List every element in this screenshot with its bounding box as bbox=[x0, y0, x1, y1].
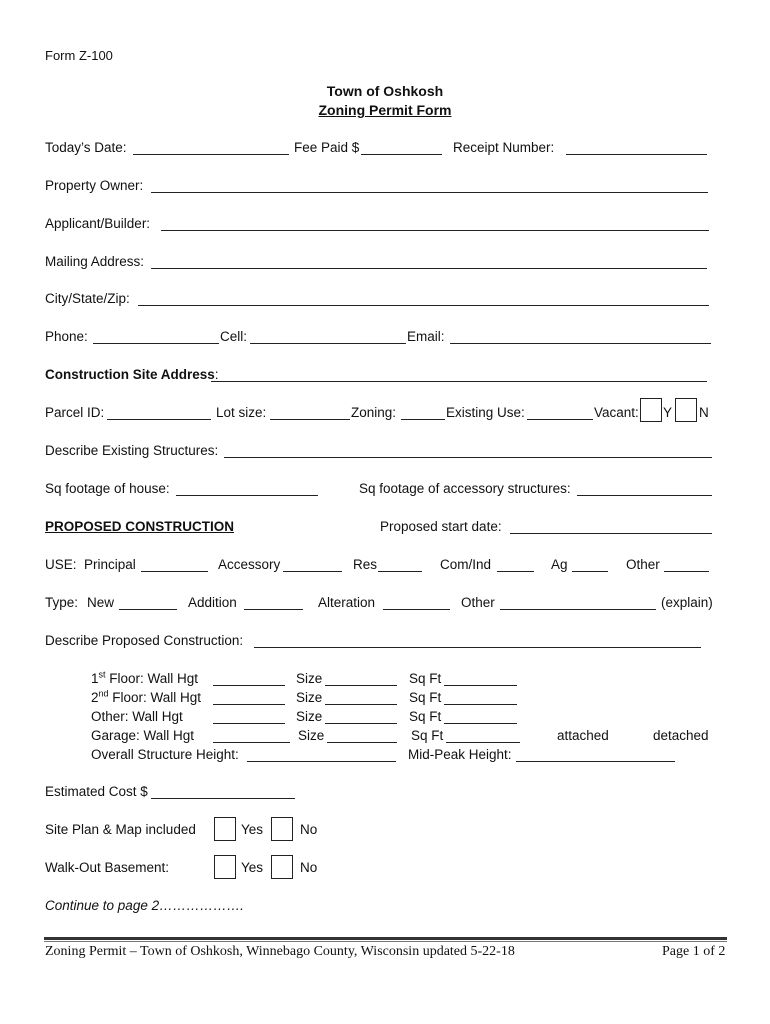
overall-height-field[interactable] bbox=[247, 761, 396, 762]
sq-house-field[interactable] bbox=[176, 495, 318, 496]
use-accessory-field[interactable] bbox=[283, 571, 342, 572]
type-explain-label: (explain) bbox=[661, 595, 713, 610]
fee-paid-field[interactable] bbox=[361, 154, 442, 155]
existing-use-label: Existing Use: bbox=[446, 405, 525, 420]
other-floor-sqft-field[interactable] bbox=[444, 723, 517, 724]
vacant-label: Vacant: bbox=[594, 405, 639, 420]
sq-house-label: Sq footage of house: bbox=[45, 481, 170, 496]
type-other-field[interactable] bbox=[500, 609, 656, 610]
phone-field[interactable] bbox=[93, 343, 219, 344]
mid-peak-field[interactable] bbox=[516, 761, 675, 762]
sq-accessory-field[interactable] bbox=[577, 495, 712, 496]
second-floor-sqft-label: Sq Ft bbox=[409, 690, 442, 705]
parcel-id-label: Parcel ID: bbox=[45, 405, 105, 420]
vacant-no-label: N bbox=[699, 405, 709, 420]
other-floor-wall-hgt-field[interactable] bbox=[213, 723, 285, 724]
footer-rule-thick bbox=[44, 937, 727, 940]
applicant-builder-label: Applicant/Builder: bbox=[45, 216, 151, 231]
garage-sqft-label: Sq Ft bbox=[411, 728, 444, 743]
type-new-field[interactable] bbox=[119, 609, 177, 610]
estimated-cost-label: Estimated Cost $ bbox=[45, 784, 148, 799]
garage-attached-label: attached bbox=[557, 728, 609, 743]
form-subtitle: Zoning Permit Form bbox=[318, 102, 452, 118]
use-com-ind-field[interactable] bbox=[497, 571, 534, 572]
use-res-field[interactable] bbox=[378, 571, 422, 572]
site-plan-no-checkbox[interactable] bbox=[271, 817, 293, 841]
sq-accessory-label: Sq footage of accessory structures: bbox=[359, 481, 571, 496]
zoning-field[interactable] bbox=[401, 419, 445, 420]
cell-label: Cell: bbox=[220, 329, 248, 344]
type-other-label: Other bbox=[461, 595, 495, 610]
property-owner-field[interactable] bbox=[151, 192, 708, 193]
garage-size-field[interactable] bbox=[327, 742, 397, 743]
todays-date-label: Today’s Date: bbox=[45, 140, 127, 155]
walkout-no-label: No bbox=[300, 860, 318, 875]
use-principal-field[interactable] bbox=[141, 571, 208, 572]
garage-label: Garage: Wall Hgt bbox=[91, 728, 195, 743]
proposed-start-field[interactable] bbox=[510, 533, 712, 534]
second-floor-wall-hgt-field[interactable] bbox=[213, 704, 285, 705]
site-plan-yes-checkbox[interactable] bbox=[214, 817, 236, 841]
garage-wall-hgt-field[interactable] bbox=[213, 742, 290, 743]
property-owner-label: Property Owner: bbox=[45, 178, 144, 193]
cell-field[interactable] bbox=[250, 343, 406, 344]
proposed-start-label: Proposed start date: bbox=[380, 519, 502, 534]
city-state-zip-label: City/State/Zip: bbox=[45, 291, 130, 306]
existing-use-field[interactable] bbox=[527, 419, 593, 420]
phone-label: Phone: bbox=[45, 329, 88, 344]
vacant-no-checkbox[interactable] bbox=[675, 398, 697, 422]
first-floor-sqft-field[interactable] bbox=[444, 685, 517, 686]
use-accessory-label: Accessory bbox=[218, 557, 281, 572]
vacant-yes-label: Y bbox=[663, 405, 673, 420]
type-new-label: New bbox=[87, 595, 115, 610]
second-floor-sqft-field[interactable] bbox=[444, 704, 517, 705]
walkout-yes-label: Yes bbox=[241, 860, 264, 875]
site-plan-yes-label: Yes bbox=[241, 822, 264, 837]
type-alteration-label: Alteration bbox=[318, 595, 376, 610]
use-label: USE: bbox=[45, 557, 77, 572]
type-alteration-field[interactable] bbox=[383, 609, 450, 610]
other-floor-size-field[interactable] bbox=[325, 723, 397, 724]
footer-page-number: Page 1 of 2 bbox=[662, 944, 726, 959]
use-res-label: Res bbox=[353, 557, 378, 572]
other-floor-label: Other: Wall Hgt bbox=[91, 709, 183, 724]
second-floor-size-field[interactable] bbox=[325, 704, 397, 705]
garage-detached-label: detached bbox=[653, 728, 709, 743]
mailing-address-field[interactable] bbox=[151, 268, 707, 269]
walkout-label: Walk-Out Basement: bbox=[45, 860, 170, 875]
garage-sqft-field[interactable] bbox=[446, 742, 520, 743]
describe-proposed-field[interactable] bbox=[254, 647, 701, 648]
overall-height-label: Overall Structure Height: bbox=[91, 747, 239, 762]
vacant-yes-checkbox[interactable] bbox=[640, 398, 662, 422]
describe-existing-field[interactable] bbox=[224, 457, 712, 458]
mailing-address-label: Mailing Address: bbox=[45, 254, 145, 269]
fee-paid-label: Fee Paid $ bbox=[294, 140, 360, 155]
lot-size-field[interactable] bbox=[270, 419, 350, 420]
second-floor-size-label: Size bbox=[296, 690, 323, 705]
use-ag-field[interactable] bbox=[572, 571, 608, 572]
use-ag-label: Ag bbox=[551, 557, 568, 572]
zoning-label: Zoning: bbox=[351, 405, 397, 420]
construction-site-address-label: Construction Site Address: bbox=[45, 367, 219, 382]
use-com-ind-label: Com/Ind bbox=[440, 557, 492, 572]
mid-peak-label: Mid-Peak Height: bbox=[408, 747, 512, 762]
type-addition-field[interactable] bbox=[244, 609, 303, 610]
use-other-field[interactable] bbox=[664, 571, 709, 572]
todays-date-field[interactable] bbox=[133, 154, 289, 155]
first-floor-label: 1st Floor: Wall Hgt bbox=[91, 669, 199, 686]
other-floor-size-label: Size bbox=[296, 709, 323, 724]
walkout-yes-checkbox[interactable] bbox=[214, 855, 236, 879]
footer-left: Zoning Permit – Town of Oshkosh, Winnebago County, Wisconsin updated 5-22-18 bbox=[45, 944, 515, 959]
first-floor-size-label: Size bbox=[296, 671, 323, 686]
applicant-builder-field[interactable] bbox=[161, 230, 709, 231]
describe-proposed-label: Describe Proposed Construction: bbox=[45, 633, 244, 648]
form-title: Town of Oshkosh bbox=[326, 83, 444, 99]
receipt-number-label: Receipt Number: bbox=[453, 140, 555, 155]
estimated-cost-field[interactable] bbox=[151, 798, 295, 799]
lot-size-label: Lot size: bbox=[216, 405, 267, 420]
city-state-zip-field[interactable] bbox=[138, 305, 709, 306]
footer-rule-thin bbox=[44, 941, 727, 942]
construction-site-address-field[interactable] bbox=[211, 381, 707, 382]
type-label: Type: bbox=[45, 595, 79, 610]
site-plan-no-label: No bbox=[300, 822, 318, 837]
describe-existing-label: Describe Existing Structures: bbox=[45, 443, 219, 458]
use-other-label: Other bbox=[626, 557, 660, 572]
proposed-construction-heading: PROPOSED CONSTRUCTION bbox=[45, 519, 235, 534]
receipt-number-field[interactable] bbox=[566, 154, 707, 155]
walkout-no-checkbox[interactable] bbox=[271, 855, 293, 879]
email-label: Email: bbox=[407, 329, 445, 344]
other-floor-sqft-label: Sq Ft bbox=[409, 709, 442, 724]
continue-note: Continue to page 2………………. bbox=[45, 898, 244, 913]
first-floor-wall-hgt-field[interactable] bbox=[213, 685, 285, 686]
use-principal-label: Principal bbox=[84, 557, 136, 572]
garage-size-label: Size bbox=[298, 728, 325, 743]
first-floor-sqft-label: Sq Ft bbox=[409, 671, 442, 686]
parcel-id-field[interactable] bbox=[107, 419, 211, 420]
form-id: Form Z-100 bbox=[45, 48, 113, 63]
type-addition-label: Addition bbox=[188, 595, 237, 610]
second-floor-label: 2nd Floor: Wall Hgt bbox=[91, 688, 202, 705]
first-floor-size-field[interactable] bbox=[325, 685, 397, 686]
site-plan-label: Site Plan & Map included bbox=[45, 822, 196, 837]
email-field[interactable] bbox=[450, 343, 711, 344]
